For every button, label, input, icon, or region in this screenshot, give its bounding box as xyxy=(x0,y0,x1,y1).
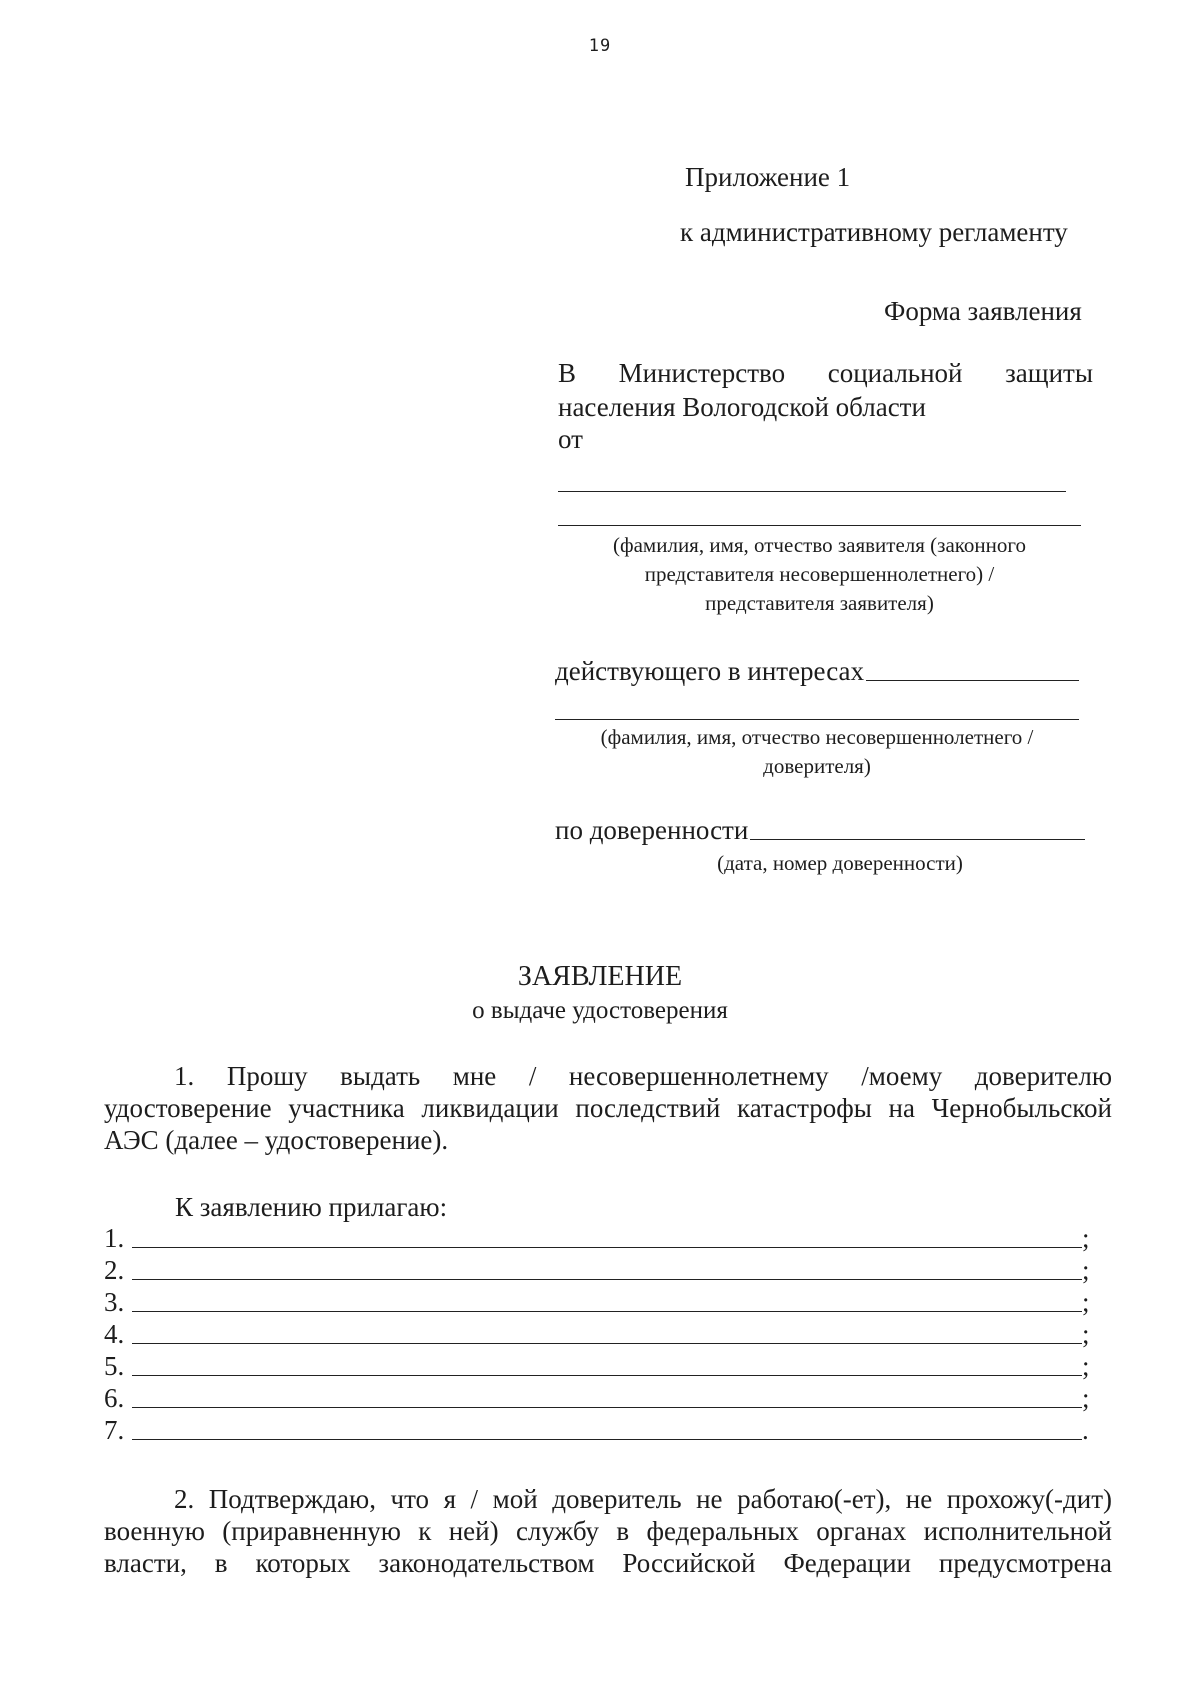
attachment-end-mark: ; xyxy=(1082,1319,1090,1349)
addressee-word: В xyxy=(558,358,577,388)
attachment-row xyxy=(104,1222,1094,1254)
power-of-attorney-row xyxy=(555,813,1085,847)
attachment-end-mark: ; xyxy=(1082,1383,1090,1413)
attachment-field[interactable] xyxy=(132,1375,1082,1376)
caption-line: (фамилия, имя, отчество заявителя (законного xyxy=(613,533,1026,557)
applicant-name-field-2[interactable] xyxy=(558,525,1081,526)
attachment-number: 3. xyxy=(104,1287,125,1317)
attachment-field[interactable] xyxy=(132,1247,1082,1248)
form-title: Форма заявления xyxy=(884,296,1082,326)
attachment-number: 1. xyxy=(104,1223,125,1253)
power-of-attorney-caption: (дата, номер доверенности) xyxy=(717,851,963,875)
applicant-name-field-1[interactable] xyxy=(558,491,1066,492)
caption-line: (фамилия, имя, отчество несовершеннолетнего / xyxy=(600,725,1034,749)
attachment-end-mark: . xyxy=(1082,1415,1089,1445)
caption-line: доверителя) xyxy=(763,754,871,778)
paragraph-line: 2. Подтверждаю, что я / мой доверитель не работаю(-ет), не прохожу(-дит) xyxy=(174,1484,1112,1514)
page-number: 19 xyxy=(588,36,612,56)
attachment-end-mark: ; xyxy=(1082,1223,1090,1253)
attachment-number: 6. xyxy=(104,1383,125,1413)
paragraph-line: АЭС (далее – удостоверение). xyxy=(104,1125,449,1155)
paragraph-2 xyxy=(104,1483,1112,1579)
attachment-number: 5. xyxy=(104,1351,125,1381)
paragraph-line: военную (приравненную к ней) службу в федеральных органах исполнительной xyxy=(104,1516,1112,1546)
attachment-end-mark: ; xyxy=(1082,1351,1090,1381)
caption-line: представителя несовершеннолетнего) / xyxy=(644,562,995,586)
appendix-label: Приложение 1 xyxy=(685,162,851,192)
statement-subtitle: о выдаче удостоверения xyxy=(472,997,728,1024)
attachment-end-mark: ; xyxy=(1082,1255,1090,1285)
attachment-row xyxy=(104,1286,1094,1318)
addressee-word: социальной xyxy=(827,358,963,388)
attachment-field[interactable] xyxy=(132,1311,1082,1312)
paragraph-line: 1. Прошу выдать мне / несовершеннолетнему /моему доверителю xyxy=(174,1061,1112,1091)
attachment-row xyxy=(104,1382,1094,1414)
power-of-attorney-label: по доверенности xyxy=(555,815,749,845)
attachment-field[interactable] xyxy=(132,1439,1082,1440)
caption-line: представителя заявителя) xyxy=(705,591,934,615)
attachment-end-mark: ; xyxy=(1082,1287,1090,1317)
appendix-to-regulation: к административному регламенту xyxy=(680,217,1068,247)
paragraph-1 xyxy=(104,1060,1112,1156)
addressee-word: защиты xyxy=(1005,358,1093,388)
minor-caption xyxy=(555,723,1079,781)
power-of-attorney-field[interactable] xyxy=(750,839,1085,840)
paragraph-line: удостоверение участника ликвидации последствий катастрофы на Чернобыльской xyxy=(104,1093,1112,1123)
applicant-caption xyxy=(558,531,1081,618)
addressee-line-2: населения Вологодской области xyxy=(558,392,926,422)
attachments-label: К заявлению прилагаю: xyxy=(175,1192,448,1222)
addressee-line-1 xyxy=(558,356,1093,390)
acting-in-interests-row xyxy=(555,654,1079,688)
minor-name-field[interactable] xyxy=(555,719,1079,720)
attachment-row xyxy=(104,1350,1094,1382)
acting-in-interests-field[interactable] xyxy=(866,680,1079,681)
attachment-field[interactable] xyxy=(132,1279,1082,1280)
attachment-row xyxy=(104,1414,1094,1446)
attachment-row xyxy=(104,1318,1094,1350)
statement-title: ЗАЯВЛЕНИЕ xyxy=(517,961,683,992)
attachments-list xyxy=(104,1222,1094,1446)
attachment-number: 2. xyxy=(104,1255,125,1285)
addressee-word: Министерство xyxy=(618,358,786,388)
attachment-number: 4. xyxy=(104,1319,125,1349)
attachment-field[interactable] xyxy=(132,1343,1082,1344)
acting-in-interests-label: действующего в интересах xyxy=(555,656,865,686)
attachment-number: 7. xyxy=(104,1415,125,1445)
from-label: от xyxy=(558,424,583,454)
attachment-row xyxy=(104,1254,1094,1286)
paragraph-line: власти, в которых законодательством Российской Федерации предусмотрена xyxy=(104,1548,1112,1578)
attachment-field[interactable] xyxy=(132,1407,1082,1408)
